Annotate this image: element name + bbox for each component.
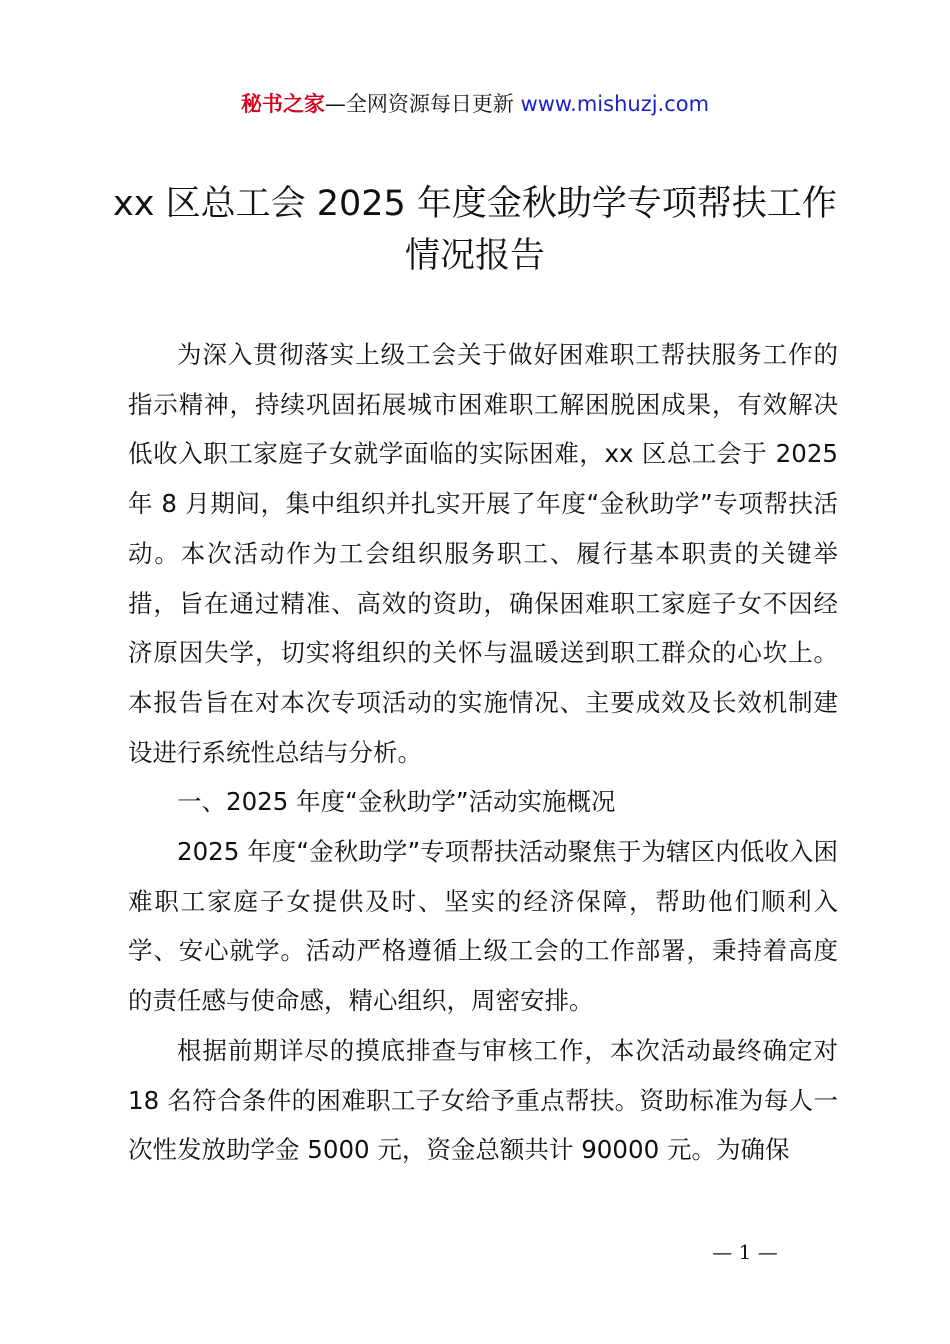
section-heading-1: 一、2025 年度“金秋助学”活动实施概况 xyxy=(177,787,616,817)
site-header xyxy=(0,86,950,122)
title-line-1: xx 区总工会 2025 年度金秋助学专项帮扶工作 xyxy=(113,184,837,224)
intro-paragraph: 为深入贯彻落实上级工会关于做好困难职工帮扶服务工作的指示精神，持续巩固拓展城市困难职工解困脱困成果，有效解决低收入职工家庭子女就学面临的实际困难，xx 区总工会于 2025 年 8 月期间，集中组织并扎实开展了年度“金秋助学”专项帮扶活动。本次活动作为工会组织服务职工、履行基本职责的关键举措，旨在通过精准、高效的资助，确保困难职工家庭子女不因经济原因失学，切实将组织的关怀与温暖送到职工群众的心坎上。本报告旨在对本次专项活动的实施情况、主要成效及长效机制建设进行系统性总结与分析。 xyxy=(128,340,838,767)
header-tagline: —全网资源每日更新 xyxy=(324,92,521,116)
section-1-paragraph-2: 根据前期详尽的摸底排查与审核工作，本次活动最终确定对 18 名符合条件的困难职工子女给予重点帮扶。资助标准为每人一次性发放助学金 5000 元，资金总额共计 90000 元。为确保 xyxy=(128,1035,838,1165)
page-number: — 1 — xyxy=(712,1240,778,1264)
section-1-paragraph-1: 2025 年度“金秋助学”专项帮扶活动聚焦于为辖区内低收入困难职工家庭子女提供及时、坚实的经济保障，帮助他们顺利入学、安心就学。活动严格遵循上级工会的工作部署，秉持着高度的责任感与使命感，精心组织，周密安排。 xyxy=(128,837,838,1016)
document-body xyxy=(128,330,838,1175)
title-line-2: 情况报告 xyxy=(404,236,545,276)
site-url-link[interactable]: www.mishuzj.com xyxy=(520,92,710,116)
brand-name: 秘书之家 xyxy=(240,92,325,116)
document-title xyxy=(100,178,850,282)
